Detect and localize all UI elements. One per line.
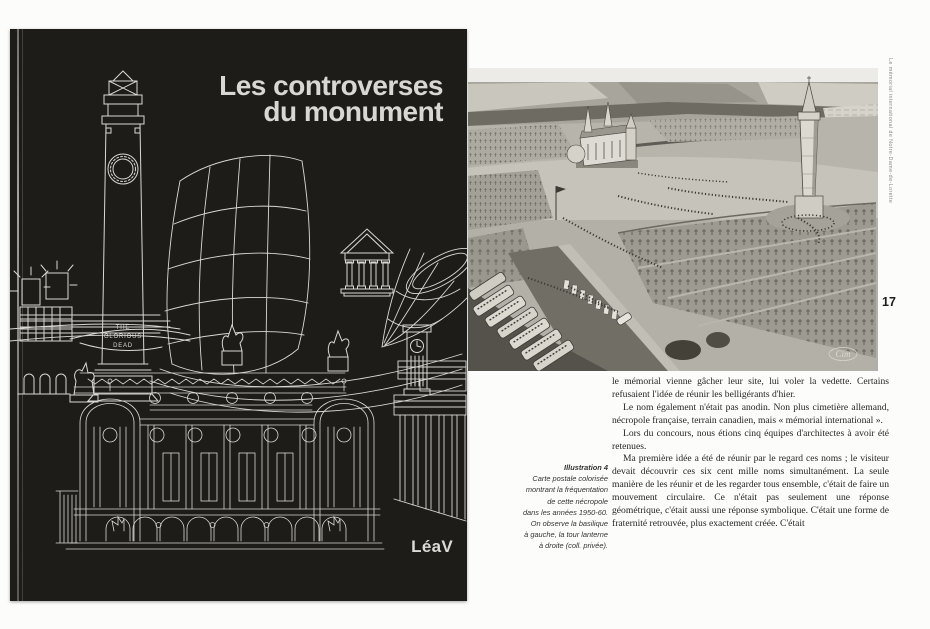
aerial-photo: [468, 68, 878, 371]
book-cover: [10, 29, 467, 601]
caption-line: à gauche, la tour lanterne: [524, 530, 608, 540]
caption-line: dans les années 1950-60.: [522, 507, 608, 517]
caption-label: Illustration 4: [564, 463, 608, 472]
photo-scene: [468, 68, 878, 371]
statue-silhouettes-drawing: [222, 325, 349, 371]
caption-line: Carte postale colorisée: [532, 474, 608, 484]
cover-title-line1: Les controverses: [219, 70, 443, 101]
temple-drawing: [341, 229, 393, 296]
opera-facade-drawing: [56, 373, 384, 549]
cover-title: [219, 70, 443, 127]
tower-inscription-line2: GLORIOUS: [103, 334, 143, 340]
body-paragraph: Ma première idée a été de réunir par le regard ces noms ; le visiteur devait découvrir ces six cent mille noms simultanément. La seule manière de les réunir et de les regarder tous ensemble, c'était de faire un mouvement circulaire. Ce n'était pas seulement une réponse géométrique, c'était aussi une réponse symbolique. C'était une forme de fraternité retrouvée, plus exactement créée. C'était: [612, 453, 889, 529]
cover-title-line2: du monument: [263, 96, 443, 127]
body-paragraph: le mémorial vienne gâcher leur site, lui voler la vedette. Certains refusaient l'idée de réunir les belligérants d'hier.: [612, 376, 889, 400]
body-paragraph: Le nom également n'était pas anodin. Non plus cimetière allemand, nécropole française, terrain canadien, mais « mémorial international ».: [612, 401, 889, 426]
radiant-towers-drawing: [10, 261, 190, 394]
publisher-logo: LéaV: [411, 537, 453, 556]
caption-line: de cette nécropole: [547, 496, 608, 506]
tower-inscription: [104, 325, 142, 349]
funnel-drawing: [382, 240, 467, 347]
body-paragraph: Lors du concours, nous étions cinq équipes d'architectes à avoir été retenues.: [612, 427, 889, 452]
running-head: Le mémorial international de Notre-Dame-de-Lorette: [887, 58, 893, 204]
cenotaph-tower-drawing: [70, 71, 158, 402]
caption-line: On observe la basilique: [530, 519, 608, 529]
tower-inscription-line1: THE: [115, 325, 131, 331]
caption-line: à droite (coll. privée).: [538, 541, 608, 551]
photo-credit-mark: Cim: [835, 349, 851, 359]
page-number: 17: [882, 295, 896, 309]
illustration-caption: [494, 462, 608, 552]
body-text: [612, 376, 889, 531]
tower-inscription-line3: DEAD: [113, 343, 133, 349]
clock-tower-drawing: [403, 325, 431, 395]
caption-line: montrant la fréquentation: [525, 485, 608, 495]
